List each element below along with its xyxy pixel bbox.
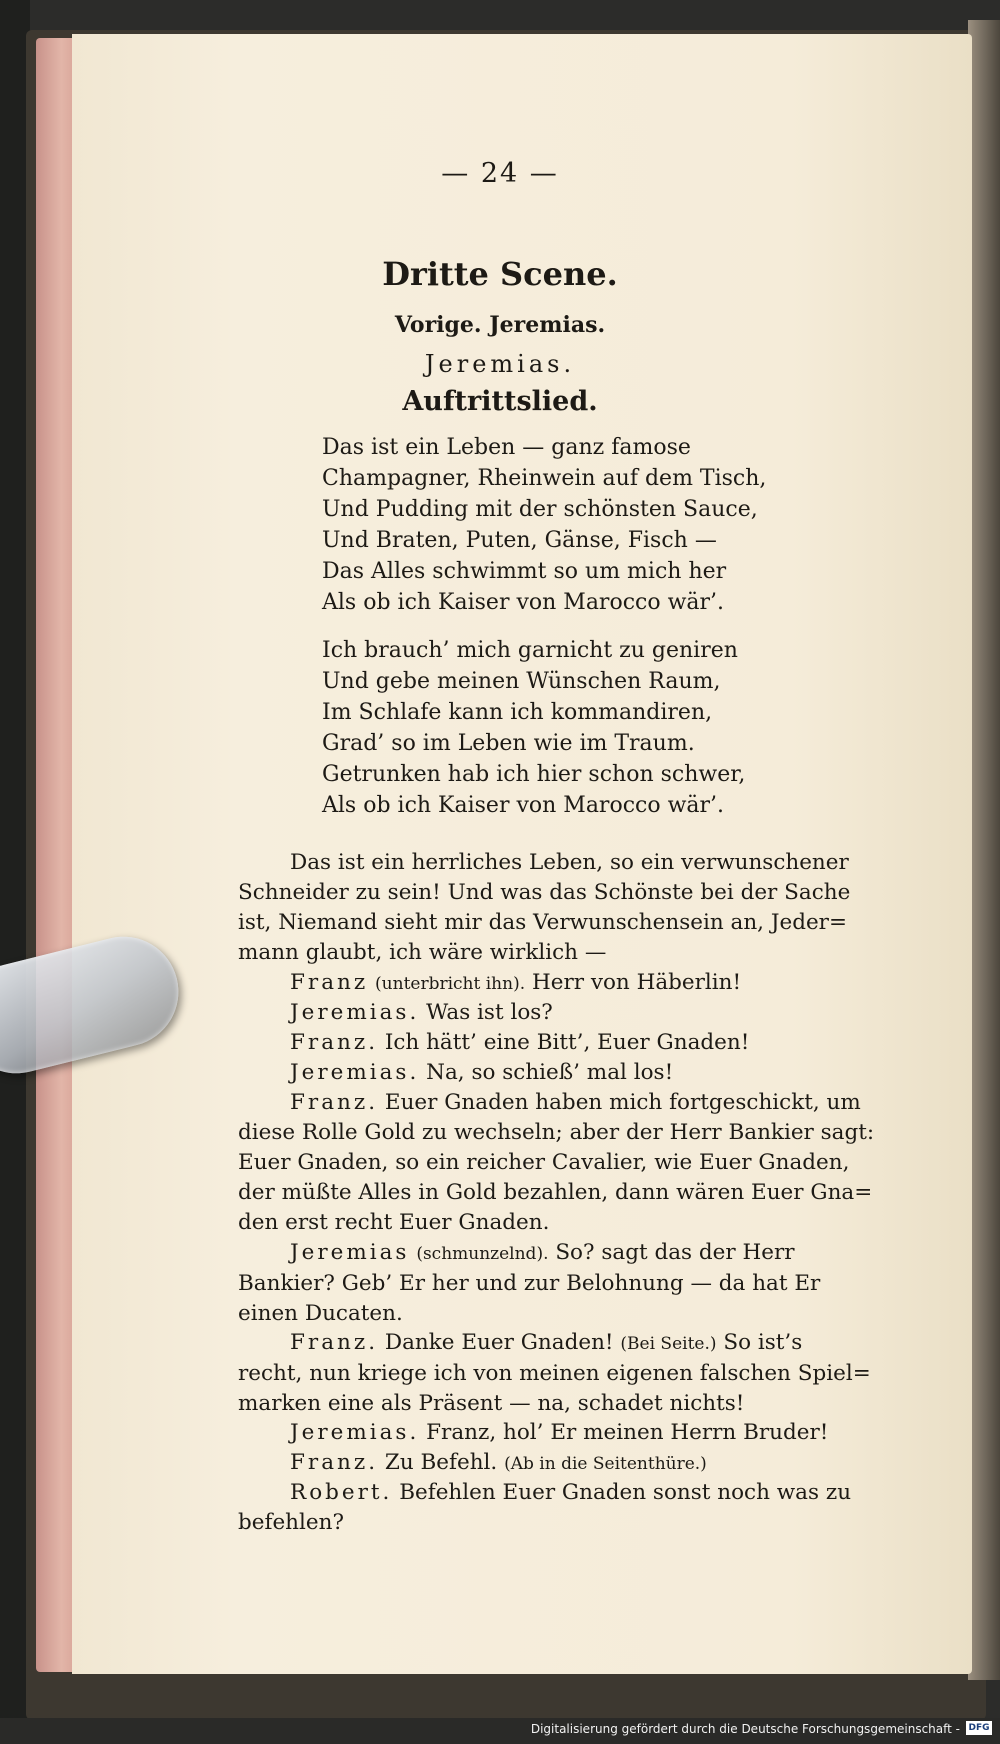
dialogue-text: Zu Befehl. [384, 1450, 498, 1475]
text-line: marken eine als Präsent — na, schadet nichts! [238, 1391, 745, 1416]
speaker-name: Robert. [290, 1480, 393, 1505]
verse-line: Getrunken hab ich hier schon schwer, [322, 762, 746, 787]
speaker-name: Franz. [290, 1450, 379, 1475]
speaker-heading: Jeremias. [424, 350, 576, 378]
dialogue-text: Befehlen Euer Gnaden sonst noch was zu [399, 1480, 852, 1505]
text-line: befehlen? [238, 1510, 344, 1535]
speaker-name: Jeremias. [290, 1000, 420, 1025]
speaker-name: Franz. [290, 1090, 379, 1115]
dialogue-franz-1 [238, 968, 928, 999]
stage-direction: (Bei Seite.) [620, 1334, 717, 1354]
scene-persons: Vorige. Jeremias. [394, 312, 606, 338]
dialogue-robert-1 [238, 1478, 928, 1538]
dialogue-franz-4 [238, 1328, 928, 1419]
dialogue-franz-5 [238, 1448, 928, 1479]
stage-direction: (unterbricht ihn). [375, 974, 526, 994]
text-line: Das ist ein herrliches Leben, so ein verwunschener [290, 850, 849, 875]
dialogue-text: Danke Euer Gnaden! [384, 1330, 614, 1355]
verse-line: Und Braten, Puten, Gänse, Fisch — [322, 528, 717, 553]
text-line: diese Rolle Gold zu wechseln; aber der Herr Bankier sagt: [238, 1120, 875, 1145]
dialogue-franz-3 [238, 1088, 928, 1238]
text-line: Bankier? Geb’ Er her und zur Belohnung — da hat Er [238, 1271, 821, 1296]
dialogue-text: Na, so schieß’ mal los! [426, 1060, 674, 1085]
verse-line: Ich brauch’ mich garnicht zu geniren [322, 638, 738, 663]
verse-line: Das ist ein Leben — ganz famose [322, 435, 691, 460]
page-number: — 24 — [441, 158, 559, 189]
speaker-name: Franz. [290, 1330, 379, 1355]
text-line: den erst recht Euer Gnaden. [238, 1210, 550, 1235]
dialogue-text: So? sagt das der Herr [555, 1240, 795, 1265]
dialogue-franz-2 [238, 1028, 928, 1058]
stage-direction: (Ab in die Seitenthüre.) [504, 1454, 707, 1474]
speaker-name: Jeremias. [290, 1420, 420, 1445]
verse-line: Im Schlafe kann ich kommandiren, [322, 700, 713, 725]
verse-line: Als ob ich Kaiser von Marocco wär’. [322, 793, 725, 818]
text-line: recht, nun kriege ich von meinen eigenen falschen Spiel= [238, 1361, 871, 1386]
text-line: mann glaubt, ich wäre wirklich — [238, 940, 607, 965]
dialogue-text: Franz, hol’ Er meinen Herrn Bruder! [426, 1420, 829, 1445]
verse-line: Und Pudding mit der schönsten Sauce, [322, 497, 758, 522]
footer-credit: Digitalisierung gefördert durch die Deutsche Forschungsgemeinschaft - [530, 1722, 960, 1736]
dialogue-jeremias-3 [238, 1238, 928, 1329]
dialogue-text: So ist’s [723, 1330, 803, 1355]
verse-line: Champagner, Rheinwein auf dem Tisch, [322, 466, 767, 491]
dialogue-text: Euer Gnaden haben mich fortgeschickt, um [384, 1090, 861, 1115]
dialogue-jeremias-4 [238, 1418, 928, 1448]
verse-1 [322, 432, 766, 618]
dialogue-jeremias-1 [238, 998, 928, 1028]
dialogue-text: Herr von Häberlin! [531, 970, 742, 995]
stage-direction: (schmunzelnd). [416, 1244, 549, 1264]
monologue-paragraph [238, 848, 928, 968]
text-line: Euer Gnaden, so ein reicher Cavalier, wie Euer Gnaden, [238, 1150, 850, 1175]
speaker-name: Franz. [290, 1030, 379, 1055]
speaker-name: Franz [290, 970, 369, 995]
dialogue-jeremias-2 [238, 1058, 928, 1088]
text-line: Schneider zu sein! Und was das Schönste bei der Sache [238, 880, 851, 905]
dialogue-text: Was ist los? [426, 1000, 553, 1025]
text-line: der müßte Alles in Gold bezahlen, dann wären Euer Gna= [238, 1180, 873, 1205]
verse-2 [322, 635, 745, 821]
speaker-name: Jeremias. [290, 1060, 420, 1085]
dialogue-text: Ich hätt’ eine Bitt’, Euer Gnaden! [384, 1030, 750, 1055]
scene-title: Dritte Scene. [382, 255, 618, 293]
verse-line: Und gebe meinen Wünschen Raum, [322, 669, 721, 694]
text-line: einen Ducaten. [238, 1301, 403, 1326]
verse-line: Das Alles schwimmt so um mich her [322, 559, 727, 584]
song-title: Auftrittslied. [402, 386, 598, 417]
speaker-name: Jeremias [290, 1240, 410, 1265]
verse-line: Als ob ich Kaiser von Marocco wär’. [322, 590, 725, 615]
text-line: ist, Niemand sieht mir das Verwunschensein an, Jeder= [238, 910, 847, 935]
dfg-logo-icon: DFG [966, 1721, 992, 1735]
verse-line: Grad’ so im Leben wie im Traum. [322, 731, 695, 756]
